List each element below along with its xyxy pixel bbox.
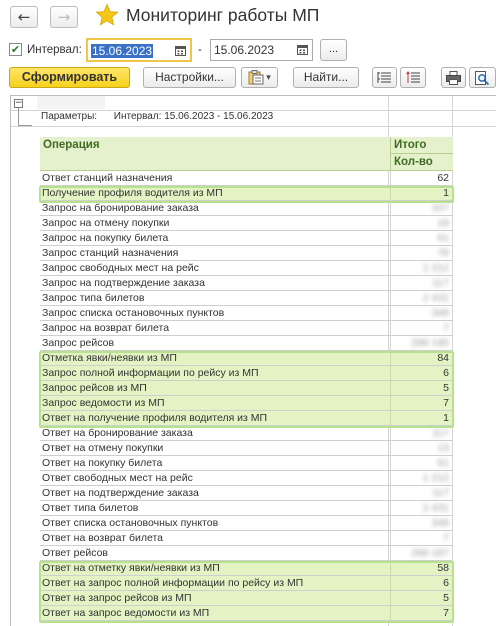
operation-cell: Ответ на запрос рейсов из МП [42, 592, 192, 604]
interval-checkbox[interactable] [9, 43, 22, 56]
find-button[interactable]: Найти... [293, 67, 359, 88]
operation-cell: Ответ на запрос полной информации по рейсу из МП [42, 577, 304, 589]
count-cell: 348 [431, 517, 449, 529]
count-cell: 5 [443, 592, 449, 604]
count-cell: 2 431 [422, 502, 449, 514]
printer-icon [446, 71, 461, 85]
table-row[interactable] [40, 336, 453, 351]
end-date-value: 15.06.2023 [214, 43, 275, 57]
table-row[interactable] [40, 531, 453, 546]
count-cell: 84 [437, 352, 449, 364]
count-cell: 61 [437, 232, 449, 244]
count-cell: 58 [437, 562, 449, 574]
report-variant-icon [248, 70, 264, 85]
table-row[interactable] [40, 486, 453, 501]
table-row[interactable] [40, 456, 453, 471]
calendar-icon[interactable] [297, 44, 308, 55]
operation-cell: Запрос на подтверждение заказа [42, 277, 205, 289]
settings-button[interactable]: Настройки... [143, 67, 236, 88]
print-button[interactable] [441, 67, 466, 88]
operation-cell: Запрос на отмену покупки [42, 217, 170, 229]
operation-cell: Запрос на возврат билета [42, 322, 170, 334]
count-cell: 5 [443, 382, 449, 394]
operation-cell: Ответ станций назначения [42, 172, 173, 184]
column-header-total[interactable]: Итого [391, 137, 453, 154]
operation-cell: Получение профиля водителя из МП [42, 187, 223, 199]
count-cell: 61 [437, 457, 449, 469]
count-cell: 13 [437, 442, 449, 454]
generate-button[interactable]: Сформировать [9, 67, 130, 88]
operation-cell: Ответ на покупку билета [42, 457, 163, 469]
report-variant-button[interactable] [241, 67, 278, 88]
start-date-field[interactable] [86, 38, 192, 62]
table-row[interactable] [40, 606, 453, 621]
arrow-left-icon: ← [17, 8, 31, 26]
count-cell: 18 [437, 217, 449, 229]
print-preview-icon [475, 71, 490, 85]
count-cell: 1 212 [422, 472, 449, 484]
count-cell: 78 [437, 247, 449, 259]
table-row[interactable] [40, 516, 453, 531]
table-row[interactable] [40, 561, 453, 576]
list-indent-icon [377, 71, 392, 84]
count-cell: 288 187 [411, 547, 449, 559]
count-cell: 2 431 [422, 292, 449, 304]
operation-cell: Ответ на бронирование заказа [42, 427, 193, 439]
column-header-count[interactable]: Кол-во [391, 154, 453, 171]
preview-button[interactable] [469, 67, 496, 88]
back-button[interactable] [10, 6, 38, 28]
table-row[interactable] [40, 291, 453, 306]
interval-dash: - [198, 44, 202, 56]
count-cell: 62 [437, 172, 449, 184]
collapse-icon[interactable]: − [15, 98, 23, 108]
operation-cell: Ответ на получение профиля водителя из МП [42, 412, 268, 424]
table-row[interactable] [40, 321, 453, 336]
count-cell: 117 [432, 487, 449, 499]
table-row[interactable] [40, 441, 453, 456]
calendar-icon[interactable] [175, 45, 186, 56]
operation-cell: Запрос ведомости из МП [42, 397, 165, 409]
table-row[interactable] [40, 471, 453, 486]
count-cell: 1 [443, 412, 449, 424]
table-row[interactable] [40, 396, 453, 411]
table-row[interactable] [40, 351, 453, 366]
arrow-right-icon: → [57, 8, 71, 26]
operation-cell: Ответ рейсов [42, 547, 108, 559]
operation-cell: Отметка явки/неявки из МП [42, 352, 177, 364]
table-row[interactable] [40, 261, 453, 276]
table-row[interactable] [40, 591, 453, 606]
end-date-field[interactable] [210, 39, 313, 61]
operation-cell: Ответ на запрос ведомости из МП [42, 607, 210, 619]
list-sort-icon [406, 71, 421, 84]
table-row[interactable] [40, 381, 453, 396]
table-row[interactable] [40, 426, 453, 441]
chevron-down-icon: ▾ [266, 72, 271, 83]
checkmark-icon: ✔ [10, 43, 21, 56]
operation-cell: Запрос на бронирование заказа [42, 202, 199, 214]
count-cell: 348 [431, 307, 449, 319]
table-row[interactable] [40, 546, 453, 561]
table-row[interactable] [40, 276, 453, 291]
table-row[interactable] [40, 171, 453, 186]
count-cell: 7 [443, 397, 449, 409]
count-cell: 6 [443, 367, 449, 379]
count-cell: 7 [443, 322, 449, 334]
operation-cell: Запрос рейсов из МП [42, 382, 147, 394]
column-header-operation[interactable]: Операция [40, 137, 391, 171]
table-row[interactable] [40, 501, 453, 516]
count-cell: 117 [432, 427, 449, 439]
table-row[interactable] [40, 186, 453, 201]
sort-button[interactable] [400, 67, 426, 88]
operation-cell: Запрос списка остановочных пунктов [42, 307, 225, 319]
operation-cell: Запрос свободных мест на рейс [42, 262, 199, 274]
table-row[interactable] [40, 411, 453, 426]
forward-button[interactable] [50, 6, 78, 28]
table-row[interactable] [40, 246, 453, 261]
interval-label: Интервал: [27, 44, 82, 56]
table-row[interactable] [40, 576, 453, 591]
count-cell: 1 [443, 187, 449, 199]
operation-cell: Ответ на возврат билета [42, 532, 163, 544]
operation-cell: Ответ типа билетов [42, 502, 139, 514]
count-cell: 7 [443, 532, 449, 544]
operation-cell: Ответ свободных мест на рейс [42, 472, 193, 484]
count-cell: 288 190 [411, 337, 449, 349]
operation-cell: Ответ на отмену покупки [42, 442, 164, 454]
count-cell: 1 212 [422, 262, 449, 274]
group-rows-button[interactable] [372, 67, 397, 88]
report-spreadsheet[interactable] [10, 95, 496, 626]
operation-cell: Запрос рейсов [42, 337, 115, 349]
count-cell: 107 [431, 202, 449, 214]
count-cell: 6 [443, 577, 449, 589]
operation-cell: Ответ на подтверждение заказа [42, 487, 199, 499]
select-period-button[interactable]: ... [320, 39, 347, 61]
table-row[interactable] [40, 231, 453, 246]
operation-cell: Запрос станций назначения [42, 247, 179, 259]
count-cell: 117 [432, 277, 449, 289]
favorite-star-icon[interactable] [95, 3, 119, 27]
parameters-label: Параметры: Интервал: 15.06.2023 - 15.06.2023 [41, 111, 274, 122]
operation-cell: Запрос типа билетов [42, 292, 145, 304]
table-row[interactable] [40, 201, 453, 216]
operation-cell: Запрос полной информации по рейсу из МП [42, 367, 259, 379]
start-date-value: 15.06.2023 [92, 44, 153, 58]
operation-cell: Ответ на отметку явки/неявки из МП [42, 562, 220, 574]
operation-cell: Запрос на покупку билета [42, 232, 169, 244]
report-rows [40, 171, 453, 621]
page-title: Мониторинг работы МП [126, 5, 320, 25]
table-row[interactable] [40, 366, 453, 381]
count-cell: 7 [443, 607, 449, 619]
operation-cell: Ответ списка остановочных пунктов [42, 517, 219, 529]
table-row[interactable] [40, 306, 453, 321]
table-row[interactable] [40, 216, 453, 231]
